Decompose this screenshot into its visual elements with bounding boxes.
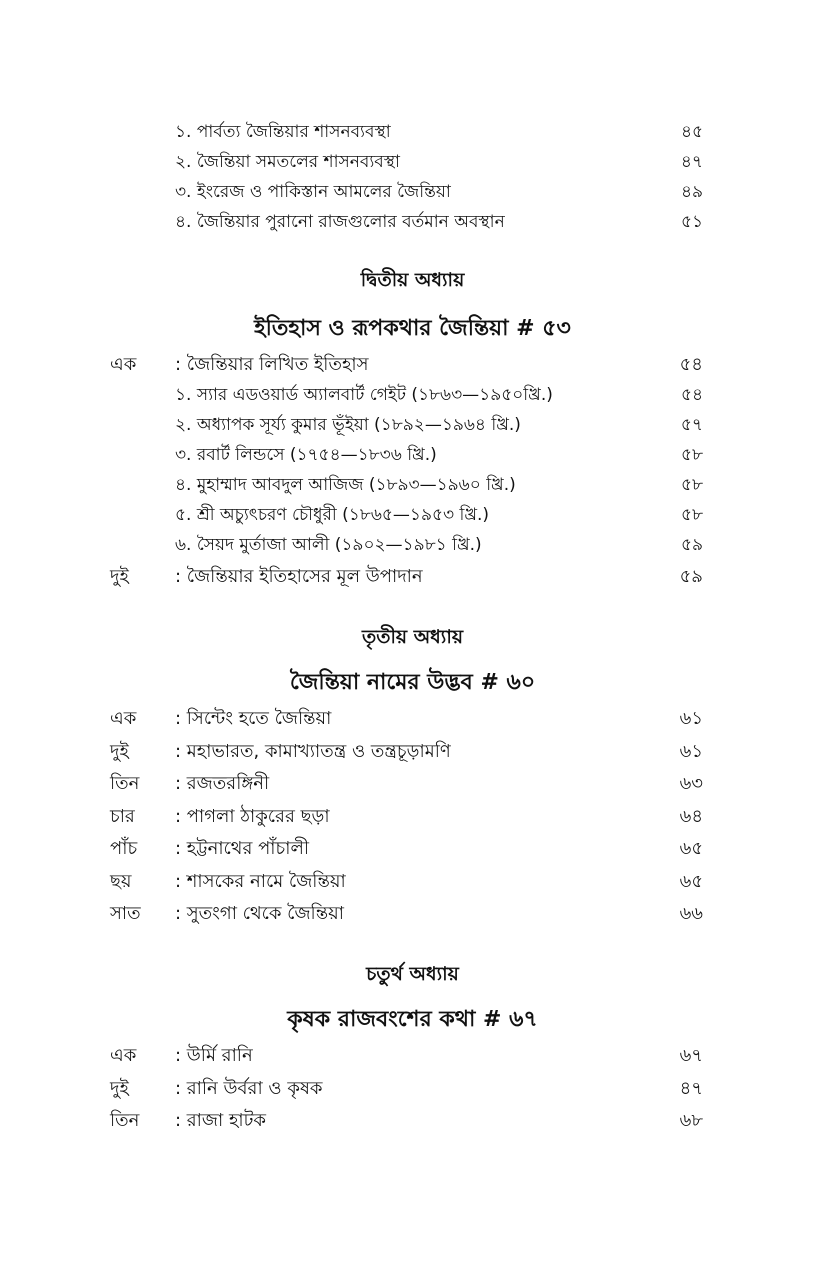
chapter-title: ইতিহাস ও রূপকথার জৈন্তিয়া # ৫৩ [254,316,571,341]
entry-text: : সিন্টেং হতে জৈন্তিয়া [175,708,332,729]
page-number: ৬৪ [679,806,703,827]
entry-text: : জৈন্তিয়ার ইতিহাসের মূল উপাদান [175,566,423,587]
page-number: ৬৮ [679,1110,703,1131]
entry-text: : হট্টনাথের পাঁচালী [175,838,310,859]
page-number: ৬৬ [679,903,703,924]
entry-label: তিন [110,773,140,794]
toc-entry [0,500,825,530]
page-number: ৬১ [679,708,703,729]
entry-text: : শাসকের নামে জৈন্তিয়া [175,871,346,892]
toc-entry [0,440,825,470]
chapter-heading: চতুর্থ অধ্যায় [366,963,459,985]
entry-text: ২. জৈন্তিয়া সমতলের শাসনব্যবস্থা [175,152,400,172]
entry-label: পাঁচ [110,838,138,859]
page-number: ৪৭ [680,152,703,172]
page-number: ৫৯ [680,535,703,555]
toc-entry [0,867,825,897]
page-number: ৫৯ [679,566,703,587]
entry-label: চার [110,806,135,827]
entry-text: ১. পার্বত্য জৈন্তিয়ার শাসনব্যবস্থা [175,122,391,142]
page-number: ৪৯ [680,182,703,202]
entry-label: দুই [110,566,129,587]
chapter-heading: তৃতীয় অধ্যায় [361,626,464,648]
entry-text: : জৈন্তিয়ার লিখিত ইতিহাস [175,354,369,375]
entry-label: ছয় [110,871,132,892]
entry-text: : রানি উর্বরা ও কৃষক [175,1078,323,1099]
entry-text: : উর্মি রানি [175,1045,253,1066]
toc-entry [0,530,825,560]
toc-entry [0,769,825,799]
toc-entry [0,117,825,147]
entry-text: : পাগলা ঠাকুরের ছড়া [175,806,330,827]
entry-text: ৪. জৈন্তিয়ার পুরানো রাজগুলোর বর্তমান অবস্থান [175,212,505,232]
toc-entry [0,350,825,380]
entry-text: : সুতংগা থেকে জৈন্তিয়া [175,903,344,924]
toc-entry [0,177,825,207]
entry-label: এক [110,708,137,729]
entry-label: সাত [110,903,141,924]
entry-text: ৬. সৈয়দ মুর্তাজা আলী (১৯০২—১৯৮১ খ্রি.) [175,535,482,555]
entry-label: তিন [110,1110,140,1131]
entry-label: এক [110,1045,137,1066]
toc-entry [0,1041,825,1071]
toc-entry [0,207,825,237]
entry-text: : রাজা হাটক [175,1110,267,1131]
toc-entry [0,802,825,832]
entry-text: ৩. রবার্ট লিন্ডসে (১৭৫৪—১৮৩৬ খ্রি.) [175,445,437,465]
toc-entry [0,704,825,734]
entry-text: ৫. শ্রী অচ্যুৎচরণ চৌধুরী (১৮৬৫—১৯৫৩ খ্রি.) [175,505,490,525]
toc-entry [0,1074,825,1104]
entry-label: দুই [110,741,129,762]
toc-entry [0,380,825,410]
page-number: ৬৫ [679,871,703,892]
entry-text: : রজতরঙ্গিনী [175,773,270,794]
entry-text: ২. অধ্যাপক সূর্য্য কুমার ভূঁইয়া (১৮৯২—১৯৬৪ খ্রি.) [175,415,521,435]
entry-label: এক [110,354,137,375]
page-number: ৫৮ [680,505,703,525]
chapter-title: জৈন্তিয়া নামের উদ্ভব # ৬০ [289,670,536,695]
page-number: ৬১ [679,741,703,762]
page-number: ৬৫ [679,838,703,859]
entry-text: ৪. মুহাম্মাদ আবদুল আজিজ (১৮৯৩—১৯৬০ খ্রি.) [175,475,516,495]
toc-entry [0,410,825,440]
page-number: ৫৮ [680,445,703,465]
toc-entry [0,562,825,592]
page-number: ৫৮ [680,475,703,495]
toc-entry [0,147,825,177]
page-number: ৫৪ [680,385,703,405]
chapter-heading: দ্বিতীয় অধ্যায় [360,269,465,291]
page-number: ৫৭ [680,415,703,435]
toc-entry [0,1106,825,1136]
chapter-title: কৃষক রাজবংশের কথা # ৬৭ [287,1007,538,1032]
toc-entry [0,834,825,864]
entry-text: ৩. ইংরেজ ও পাকিস্তান আমলের জৈন্তিয়া [175,182,451,202]
page-number: ৪৫ [680,122,703,142]
toc-entry [0,737,825,767]
page-number: ৬৭ [679,1045,703,1066]
entry-text: : মহাভারত, কামাখ্যাতন্ত্র ও তন্ত্রচূড়ামণি [175,741,451,762]
page-number: ৬৩ [679,773,703,794]
toc-entry [0,470,825,500]
entry-text: ১. স্যার এডওয়ার্ড অ্যালবার্ট গেইট (১৮৬৩—১৯৫০খ্রি.) [175,385,553,405]
page-number: ৫৪ [679,354,703,375]
entry-label: দুই [110,1078,129,1099]
toc-entry [0,899,825,929]
page-number: ৫১ [680,212,703,232]
page-number: ৪৭ [679,1078,703,1099]
